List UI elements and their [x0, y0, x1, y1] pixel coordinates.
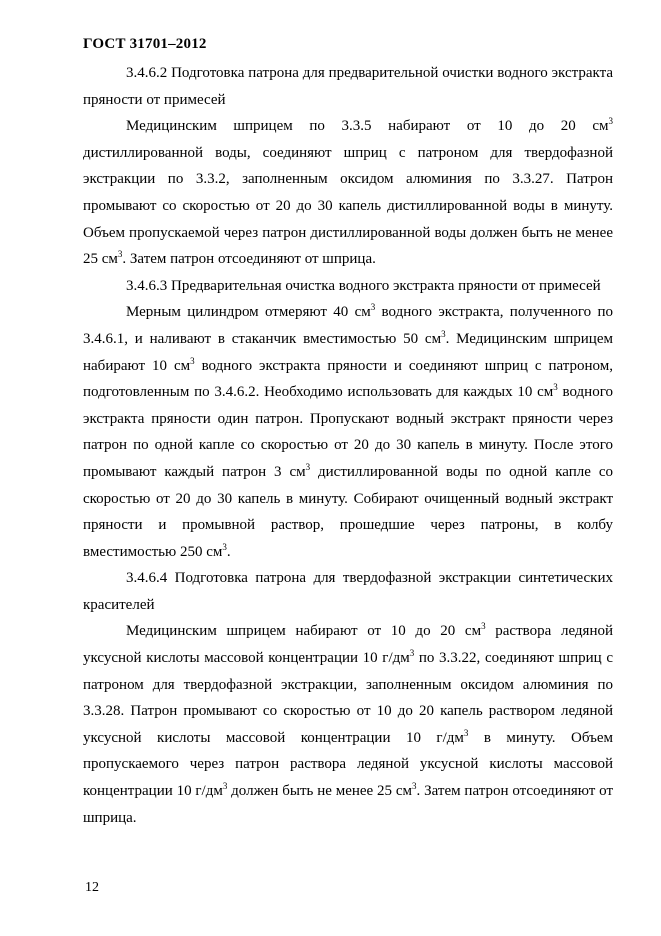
document-body	[83, 60, 613, 831]
text-segment: водного экстракта пряности и соединяют шприц с патроном, подготовленным по 3.4.6.2. Необходимо использовать для каждых 10 см	[83, 357, 613, 401]
text-segment: . Затем патрон отсоединяют от шприца.	[122, 251, 376, 268]
text-segment: 3.4.6.3 Предварительная очистка водного экстракта пряности от примесей	[126, 277, 601, 294]
body-paragraph	[83, 113, 613, 273]
body-paragraph	[83, 299, 613, 565]
superscript-exponent: 3	[608, 116, 613, 127]
superscript-exponent: 3	[409, 648, 415, 659]
superscript-exponent: 3	[117, 249, 123, 260]
section-heading	[83, 273, 613, 300]
text-segment: в минуту. Объем пропускаемого через патрон раствора ледяной уксусной кислоты массовой концентрации 10 г/дм	[83, 729, 614, 800]
text-segment: водного экстракта пряности один патрон. Пропускают водный экстракт пряности через патрон по одной капле со скоростью от 20 до 30 капель в минуту. После этого промывают каждый патрон 3 см	[83, 384, 613, 480]
text-segment: .	[226, 543, 231, 560]
text-segment: дистиллированной воды по одной капле со скоростью от 20 до 30 капель в минуту. Собирают очищенный водный экстракт пряности и промывной раствор, прошедшие через патроны, в колбу вместимостью 250 см	[83, 463, 613, 560]
text-segment: водного экстракта, полученного по 3.4.6.1, и наливают в стаканчик вместимостью 50 см	[83, 304, 613, 347]
superscript-exponent: 3	[463, 727, 469, 738]
text-segment: дистиллированной воды, соединяют шприц с патроном для твердофазной экстракции по 3.3.2, заполненным оксидом алюминия по 3.3.27. Патрон промывают со скоростью от 20 до 30 капель дистиллированной воды в минуту. Объем пропускаемой через патрон дистиллированной воды должен быть не менее 25 см	[83, 144, 613, 268]
superscript-exponent: 3	[222, 541, 227, 552]
section-heading	[83, 565, 613, 618]
text-segment: . Затем патрон отсоединяют от шприца.	[83, 783, 613, 826]
text-segment: по 3.3.22, соединяют шприц с патроном для твердофазной экстракции, заполненным оксидом алюминия по 3.3.28. Патрон промывают со скоростью от 10 до 20 капель раствором ледяной уксусной кислоты массовой концентрации 10 г/дм	[83, 650, 613, 746]
text-segment: 3.4.6.4 Подготовка патрона для твердофазной экстракции синтетических красителей	[83, 570, 613, 613]
page-number: 12	[85, 880, 99, 895]
superscript-exponent: 3	[190, 355, 195, 366]
section-heading	[83, 60, 613, 113]
superscript-exponent: 3	[305, 461, 311, 472]
page-header: ГОСТ 31701–2012	[83, 36, 207, 52]
superscript-exponent: 3	[553, 382, 558, 393]
text-segment: Мерным цилиндром отмеряют 40 см	[126, 304, 371, 321]
superscript-exponent: 3	[481, 621, 486, 632]
superscript-exponent: 3	[412, 781, 417, 792]
superscript-exponent: 3	[441, 328, 446, 339]
text-segment: должен быть не менее 25 см	[227, 783, 413, 800]
body-paragraph	[83, 618, 613, 831]
text-segment: . Медицинским шприцем набирают 10 см	[83, 330, 613, 374]
superscript-exponent: 3	[370, 302, 376, 313]
superscript-exponent: 3	[222, 781, 228, 792]
text-segment: 3.4.6.2 Подготовка патрона для предварительной очистки водного экстракта пряности от примесей	[83, 65, 613, 108]
text-segment: Медицинским шприцем по 3.3.5 набирают от 10 до 20 см	[126, 118, 609, 135]
text-segment: Медицинским шприцем набирают от 10 до 20 см	[126, 623, 482, 640]
text-segment: раствора ледяной уксусной кислоты массовой концентрации 10 г/дм	[83, 623, 614, 667]
